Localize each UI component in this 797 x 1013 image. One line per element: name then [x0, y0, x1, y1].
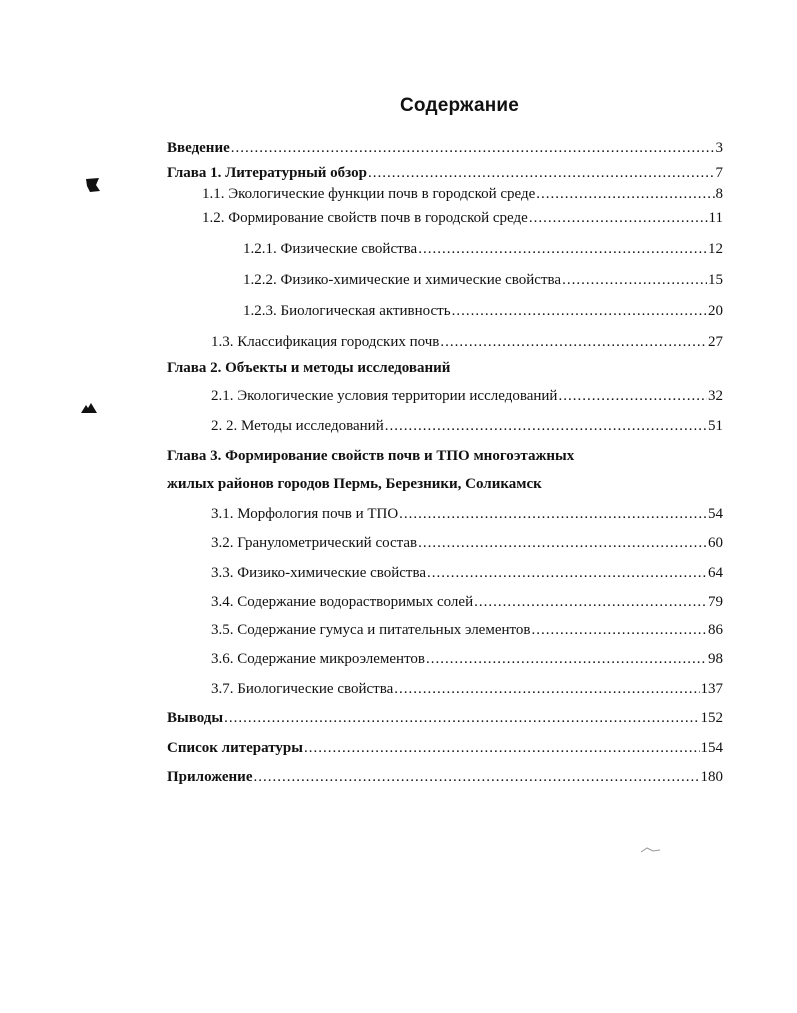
- toc-entry: [167, 768, 723, 786]
- toc-entry: [211, 333, 723, 351]
- toc-entry-label: Глава 1. Литературный обзор: [167, 165, 367, 181]
- toc-leader-dots: [399, 505, 707, 523]
- toc-entry-label: 1.1. Экологические функции почв в городской среде: [202, 186, 536, 202]
- toc-entry: [243, 302, 723, 320]
- toc-entry-page: 60: [708, 535, 723, 551]
- toc-entry-label: 2.1. Экологические условия территории исследований: [211, 388, 558, 404]
- toc-leader-dots: [385, 417, 707, 435]
- toc-entry-label: 3.4. Содержание водорастворимых солей: [211, 594, 474, 610]
- toc-entry: [211, 387, 723, 405]
- toc-entry: [211, 505, 723, 523]
- toc-leader-dots: [474, 593, 707, 611]
- toc-entry-page: 137: [700, 681, 723, 697]
- toc-entry: [167, 164, 723, 182]
- toc-leader-dots: [452, 302, 707, 320]
- toc-entry: [243, 240, 723, 258]
- toc-entry-page: 86: [708, 622, 723, 638]
- toc-chapter-heading: Глава 3. Формирование свойств почв и ТПО многоэтажных: [167, 448, 575, 464]
- toc-leader-dots: [426, 650, 707, 668]
- toc-entry: [243, 271, 723, 289]
- toc-entry-label: Список литературы: [167, 740, 303, 756]
- toc-entry-page: 98: [708, 651, 723, 667]
- toc-leader-dots: [304, 739, 700, 757]
- toc-entry-page: 152: [700, 710, 723, 726]
- toc-entry-page: 11: [708, 210, 723, 226]
- toc-leader-dots: [418, 240, 707, 258]
- toc-entry: [211, 650, 723, 668]
- toc-leader-dots: [536, 185, 714, 203]
- toc-entry: [211, 593, 723, 611]
- toc-entry-label: 1.2.2. Физико-химические и химические свойства: [243, 272, 562, 288]
- toc-leader-dots: [253, 768, 699, 786]
- toc-entry-page: 8: [715, 186, 723, 202]
- toc-entry: [167, 709, 723, 727]
- toc-entry-label: 2. 2. Методы исследований: [211, 418, 384, 434]
- toc-entry-label: 1.3. Классификация городских почв: [211, 334, 440, 350]
- toc-entry-label: 1.2.1. Физические свойства: [243, 241, 418, 257]
- toc-entry-label: Введение: [167, 140, 230, 156]
- toc-chapter-heading: Глава 2. Объекты и методы исследований: [167, 360, 451, 376]
- toc-entry-label: 1.2. Формирование свойств почв в городской среде: [202, 210, 528, 226]
- toc-entry: [211, 621, 723, 639]
- toc-entry: [202, 209, 723, 227]
- toc-entry: [211, 534, 723, 552]
- toc-leader-dots: [558, 387, 707, 405]
- scan-speck-icon: [640, 846, 662, 856]
- toc-entry-label: 3.2. Гранулометрический состав: [211, 535, 418, 551]
- toc-entry-page: 154: [700, 740, 723, 756]
- toc-leader-dots: [427, 564, 707, 582]
- toc-entry: [211, 564, 723, 582]
- toc-entry: [211, 680, 723, 698]
- toc-entry-page: 54: [708, 506, 723, 522]
- page-title: Содержание: [400, 95, 520, 116]
- scan-mark-icon: [84, 176, 102, 194]
- toc-leader-dots: [224, 709, 699, 727]
- toc-entry-page: 64: [708, 565, 723, 581]
- toc-entry-page: 12: [708, 241, 723, 257]
- toc-entry-label: 3.1. Морфология почв и ТПО: [211, 506, 399, 522]
- toc-entry-page: 32: [708, 388, 723, 404]
- toc-entry-label: 3.5. Содержание гумуса и питательных элементов: [211, 622, 531, 638]
- toc-leader-dots: [529, 209, 708, 227]
- toc-entry: [211, 417, 723, 435]
- toc-entry-label: 3.6. Содержание микроэлементов: [211, 651, 426, 667]
- toc-leader-dots: [562, 271, 707, 289]
- toc-entry-label: 3.3. Физико-химические свойства: [211, 565, 427, 581]
- toc-leader-dots: [531, 621, 707, 639]
- toc-entry-label: 3.7. Биологические свойства: [211, 681, 394, 697]
- toc-entry-page: 20: [708, 303, 723, 319]
- toc-entry: [167, 139, 723, 157]
- toc-entry-page: 79: [708, 594, 723, 610]
- toc-entry-page: 27: [708, 334, 723, 350]
- toc-entry-page: 3: [715, 140, 723, 156]
- toc-leader-dots: [440, 333, 707, 351]
- toc-leader-dots: [418, 534, 707, 552]
- toc-entry-label: Выводы: [167, 710, 224, 726]
- scan-mark-icon: [80, 402, 98, 414]
- toc-entry-page: 180: [700, 769, 723, 785]
- toc-leader-dots: [368, 164, 715, 182]
- toc-leader-dots: [394, 680, 699, 698]
- toc-entry-page: 51: [708, 418, 723, 434]
- toc-entry: [167, 739, 723, 757]
- toc-entry-page: 15: [708, 272, 723, 288]
- toc-entry-label: 1.2.3. Биологическая активность: [243, 303, 451, 319]
- toc-chapter-heading-continued: жилых районов городов Пермь, Березники, Соликамск: [167, 476, 542, 492]
- toc-entry: [202, 185, 723, 203]
- toc-entry-label: Приложение: [167, 769, 253, 785]
- toc-leader-dots: [231, 139, 715, 157]
- toc-entry-page: 7: [715, 165, 723, 181]
